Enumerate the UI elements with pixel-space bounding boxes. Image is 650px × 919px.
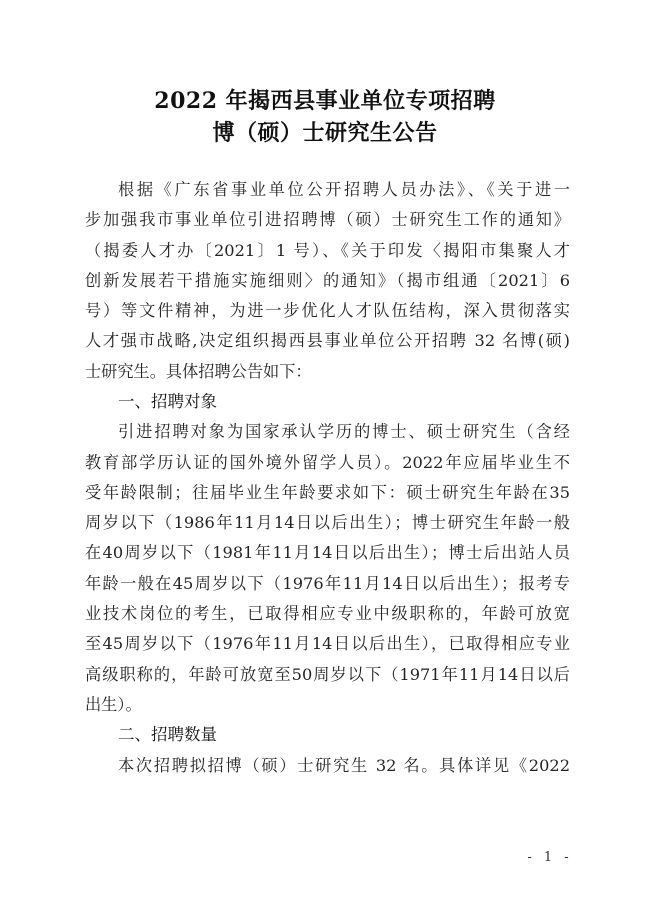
paragraph-line: 号）等文件精神，为进一步优化人才队伍结构，深入贯彻落实 [85,301,570,320]
paragraph-line: 步加强我市事业单位引进招聘博（硕）士研究生工作的通知》 [85,210,570,229]
paragraph-line: 受年龄限制；往届毕业生年龄要求如下：硕士研究生年龄在35 [85,483,570,502]
section-heading-recruitment-targets: 一、招聘对象 [118,392,217,411]
paragraph-line: 引进招聘对象为国家承认学历的博士、硕士研究生（含经 [118,422,570,441]
paragraph-line: 人才强市战略,决定组织揭西县事业单位公开招聘 32 名博(硕) [85,331,570,350]
paragraph-line: 高级职称的，年龄可放宽至50周岁以下（1971年11月14日以后 [85,665,570,684]
document-title-line-2: 博（硕）士研究生公告 [212,120,438,146]
document-title-line-1: 2022 年揭西县事业单位专项招聘 [154,88,496,114]
paragraph-line: 出生）。 [85,695,142,714]
page-number: - 1 - [527,850,573,865]
paragraph-line: （揭委人才办〔2021〕1 号）、《关于印发〈揭阳市集聚人才 [85,241,570,260]
section-heading-recruitment-quantity: 二、招聘数量 [118,725,217,744]
paragraph-line: 教育部学历认证的国外境外留学人员）。2022年应届毕业生不 [85,453,570,472]
paragraph-line: 业技术岗位的考生，已取得相应专业中级职称的，年龄可放宽 [85,604,570,623]
paragraph-line: 至45周岁以下（1976年11月14日以后出生），已取得相应专业 [85,634,570,653]
paragraph-line: 在40周岁以下（1981年11月14日以后出生）；博士后出站人员 [85,543,570,562]
paragraph-line: 周岁以下（1986年11月14日以后出生）；博士研究生年龄一般 [85,513,570,532]
paragraph-line: 士研究生。具体招聘公告如下： [85,362,312,381]
paragraph-line: 本次招聘拟招博（硕）士研究生 32 名。具体详见《2022 [118,756,570,775]
paragraph-line: 年龄一般在45周岁以下（1976年11月14日以后出生）；报考专 [85,574,570,593]
paragraph-line: 根据《广东省事业单位公开招聘人员办法》、《关于进一 [118,180,570,199]
paragraph-line: 创新发展若干措施实施细则〉的通知》（揭市组通〔2021〕6 [85,271,570,290]
